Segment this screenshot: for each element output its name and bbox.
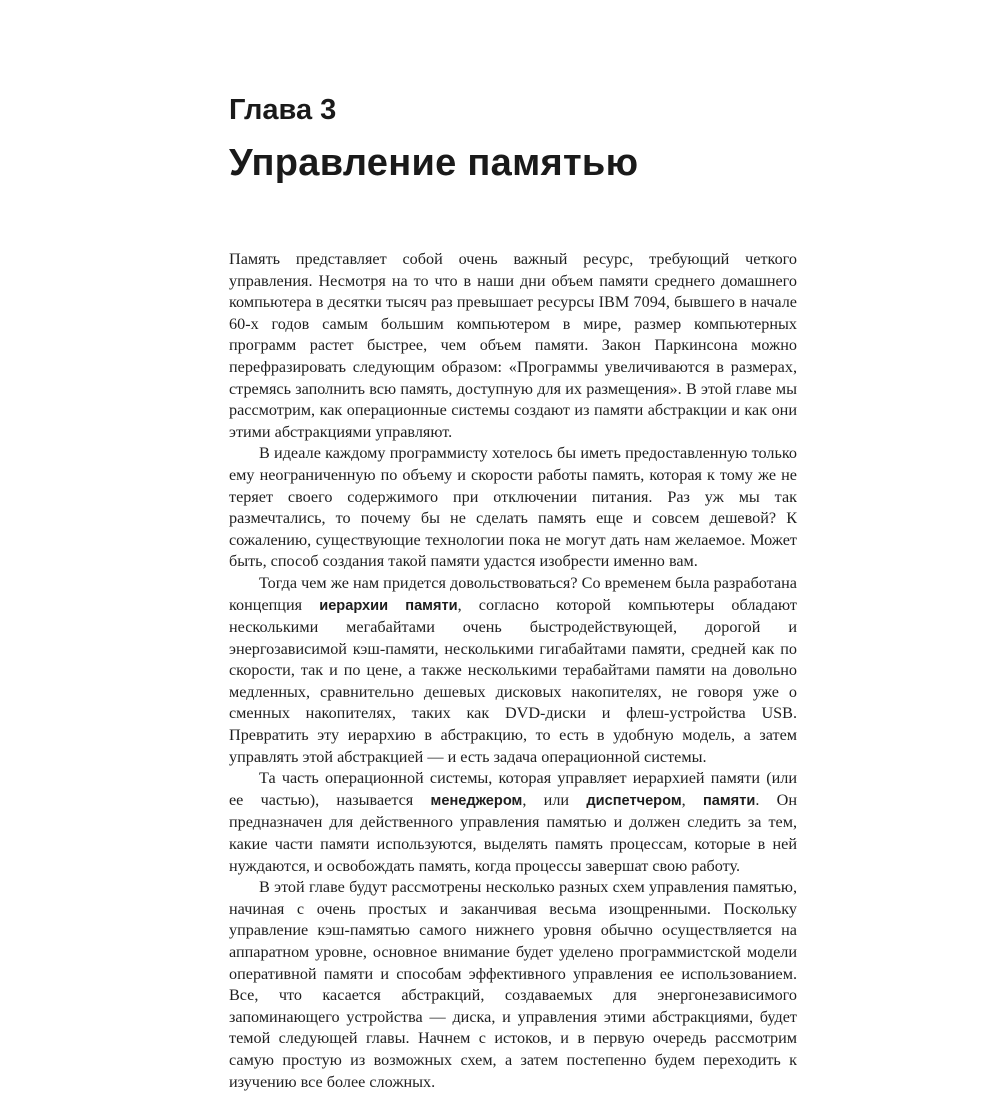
- term-memory: памяти: [702, 792, 756, 809]
- paragraph-text: Тогда чем же нам придется довольствоваться? Со временем была разработана концепция: [229, 573, 797, 614]
- paragraph-4: [229, 768, 797, 877]
- paragraph-text: , или: [522, 790, 587, 809]
- paragraph-5: В этой главе будут рассмотрены несколько разных схем управления памятью, начиная с очень простых и заканчивая весьма изощренными. Поскольку управление кэш-памятью самого нижнего уровня обычно осуществляется на аппаратном уровне, основное внимание будет уделено программистской модели оперативной памяти и способам эффективного управления ее использованием. Все, что касается абстракций, создаваемых для энергонезависимого запоминающего устройства — диска, и управления этими абстракциями, будет темой следующей главы. Начнем с истоков, и в первую очередь рассмотрим самую простую из возможных схем, а затем постепенно будем переходить к изучению все более сложных.: [229, 878, 797, 1091]
- term-memory-hierarchy: иерархии памяти: [319, 597, 458, 614]
- term-manager: менеджером: [430, 792, 523, 809]
- paragraph-text: . Он предназначен для действенного управления памятью и должен следить за тем, какие части памяти используются, выделять память процессам, которые в ней нуждаются, и освобождать память, когда процессы завершат свою работу.: [229, 790, 798, 875]
- paragraph-1: Память представляет собой очень важный ресурс, требующий четкого управления. Несмотря на то что в наши дни объем памяти среднего домашнего компьютера в десятки тысяч раз превышает ресурсы IBM 7094, бывшего в начале 60-х годов самым большим компьютером в мире, размер компьютерных программ растет быстрее, чем объем памяти. Закон Паркинсона можно перефразировать следующим образом: «Программы увеличиваются в размерах, стремясь заполнить всю память, доступную для их размещения». В этой главе мы рассмотрим, как операционные системы создают из памяти абстракции и как они этими абстракциями управляют.: [229, 250, 797, 441]
- paragraph-text: Та часть операционной системы, которая управляет иерархией памяти (или ее частью), называется: [229, 769, 797, 809]
- paragraph-text: , согласно которой компьютеры обладают несколькими мегабайтами очень быстродействующей, дорогой и энергозависимой кэш-памяти, несколькими гигабайтами памяти, средней как по скорости, так и по цене, а также несколькими терабайтами памяти на довольно медленных, сравнительно дешевых дисковых накопителях, не говоря уже о сменных накопителях, таких как DVD-диски и флеш-устройства USB. Превратить эту иерархию в абстракцию, то есть в удобную модель, а затем управлять этой абстракцией — и есть задача операционной системы.: [229, 595, 797, 766]
- chapter-label: Глава 3: [229, 94, 337, 126]
- term-dispatcher: диспетчером: [586, 792, 682, 809]
- paragraph-3: [229, 573, 797, 768]
- paragraph-2: В идеале каждому программисту хотелось бы иметь предоставленную только ему неограниченную по объему и скорости работы память, которая к тому же не теряет своего содержимого при отключении питания. Раз уж мы так размечтались, то почему бы не сделать память еще и совсем дешевой? К сожалению, существующие технологии пока не могут дать нам желаемое. Может быть, способ создания такой памяти удастся изобрести именно вам.: [229, 444, 797, 571]
- chapter-title: Управление памятью: [229, 142, 639, 184]
- chapter-body: [229, 249, 797, 1093]
- paragraph-text: ,: [681, 790, 703, 809]
